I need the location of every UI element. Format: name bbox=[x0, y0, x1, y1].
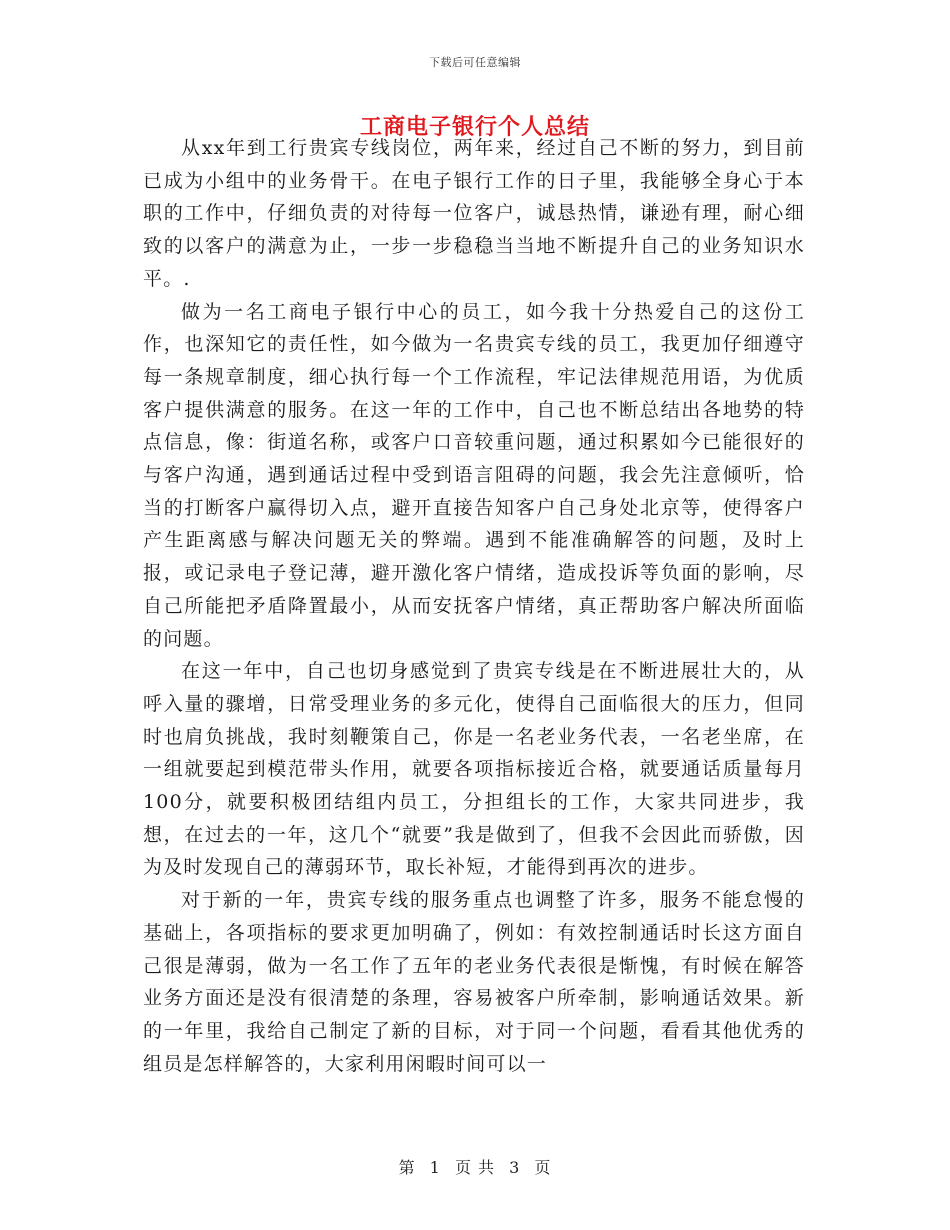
current-page-number: 1 bbox=[429, 1158, 441, 1177]
page-footer bbox=[0, 1155, 950, 1178]
footer-suffix: 页 bbox=[534, 1158, 552, 1177]
footer-prefix: 第 bbox=[398, 1158, 416, 1177]
paragraph: 对于新的一年，贵宾专线的服务重点也调整了许多，服务不能怠慢的基础上，各项指标的要求更加明确了，例如：有效控制通话时长这方面自己很是薄弱，做为一名工作了五年的老业务代表很是惭愧，有时候在解答业务方面还是没有很清楚的条理，容易被客户所牵制，影响通话效果。新的一年里，我给自己制定了新的目标，对于同一个问题，看看其他优秀的组员是怎样解答的，大家利用闲暇时间可以一 bbox=[143, 889, 805, 1075]
footer-middle: 页 共 bbox=[454, 1158, 496, 1177]
paragraph: 做为一名工商电子银行中心的员工，如今我十分热爱自己的这份工作，也深知它的责任性，如今做为一名贵宾专线的员工，我更加仔细遵守每一条规章制度，细心执行每一个工作流程，牢记法律规范用语，为优质客户提供满意的服务。在这一年的工作中，自己也不断总结出各地势的特点信息，像：街道名称，或客户口音较重问题，通过积累如今已能很好的与客户沟通，遇到通话过程中受到语言阻碍的问题，我会先注意倾听，恰当的打断客户赢得切入点，避开直接告知客户自己身处北京等，使得客户产生距离感与解决问题无关的弊端。遇到不能准确解答的问题，及时上报，或记录电子登记薄，避开激化客户情绪，造成投诉等负面的影响，尽自己所能把矛盾降置最小，从而安抚客户情绪，真正帮助客户解决所面临的问题。 bbox=[143, 300, 805, 650]
document-body bbox=[143, 132, 805, 1080]
document-title: 工商电子银行个人总结 bbox=[359, 114, 590, 140]
header-note: 下载后可任意编辑 bbox=[429, 56, 521, 69]
paragraph: 从xx年到工行贵宾专线岗位，两年来，经过自己不断的努力，到目前已成为小组中的业务骨干。在电子银行工作的日子里，我能够全身心于本职的工作中，仔细负责的对待每一位客户，诚恳热情，谦逊有理，耐心细致的以客户的满意为止，一步一步稳稳当当地不断提升自己的业务知识水平。. bbox=[143, 137, 805, 290]
total-page-number: 3 bbox=[509, 1158, 521, 1177]
paragraph: 在这一年中，自己也切身感觉到了贵宾专线是在不断进展壮大的，从呼入量的骤增，日常受理业务的多元化，使得自己面临很大的压力，但同时也肩负挑战，我时刻鞭策自己，你是一名老业务代表，一名老坐席，在一组就要起到模范带头作用，就要各项指标接近合格，就要通话质量每月100分，就要积极团结组内员工，分担组长的工作，大家共同进步，我想，在过去的一年，这几个“就要”我是做到了，但我不会因此而骄傲，因为及时发现自己的薄弱环节，取长补短，才能得到再次的进步。 bbox=[143, 660, 805, 879]
